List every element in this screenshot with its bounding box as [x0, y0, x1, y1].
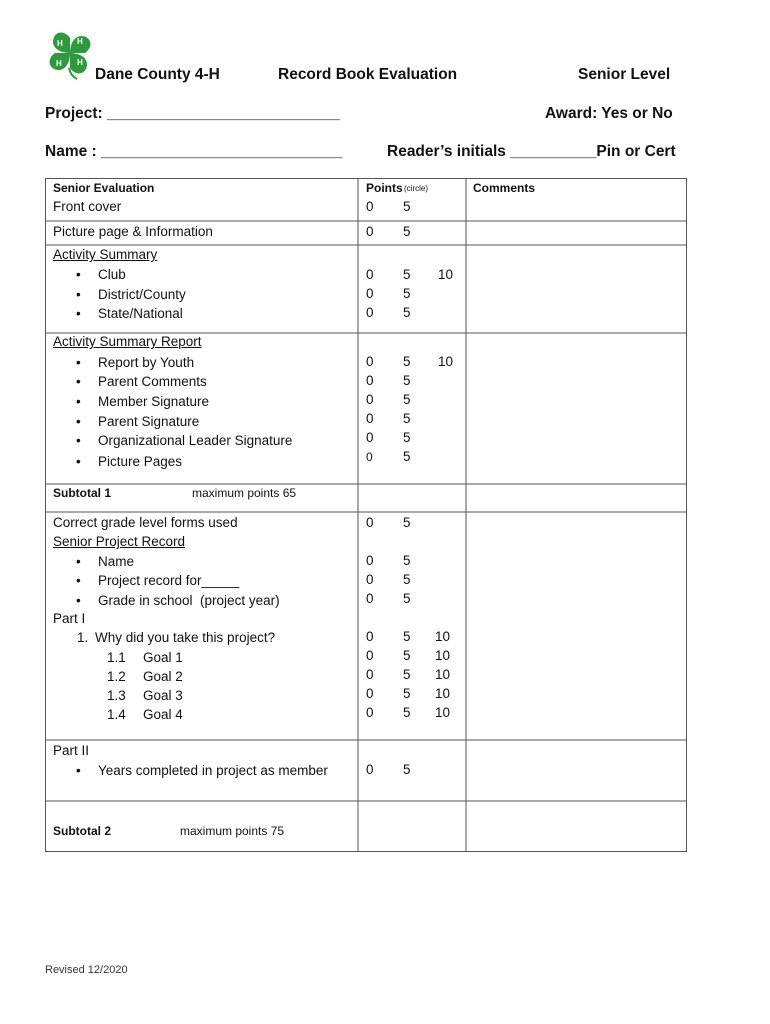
points-0[interactable]: 0: [366, 515, 374, 530]
goal-number: 1.1: [107, 650, 126, 665]
points-10[interactable]: 10: [435, 667, 451, 682]
report-item: • Report by Youth: [98, 355, 194, 370]
col-points-header: Points: [366, 181, 403, 195]
activity-report-heading: Activity Summary Report: [53, 334, 202, 349]
points-5[interactable]: 5: [403, 430, 411, 445]
goal-number: 1.2: [107, 669, 126, 684]
points-5[interactable]: 5: [403, 629, 411, 644]
points-10[interactable]: 10: [435, 705, 451, 720]
points-5[interactable]: 5: [403, 449, 411, 464]
points-0[interactable]: 0: [366, 286, 374, 301]
points-0[interactable]: 0: [366, 224, 374, 239]
question-number: 1.: [77, 630, 89, 645]
subtotal-1-max: maximum points 65: [192, 486, 297, 500]
points-0[interactable]: 0: [366, 629, 374, 644]
activity-item: • District/County: [98, 287, 186, 302]
revised-date: Revised 12/2020: [45, 964, 128, 976]
points-0[interactable]: 0: [366, 373, 374, 388]
goal-label: Goal 3: [143, 688, 183, 703]
front-cover-label: Front cover: [53, 199, 122, 214]
points-0[interactable]: 0: [366, 648, 374, 663]
points-5[interactable]: 5: [403, 286, 411, 301]
points-5[interactable]: 5: [403, 199, 411, 214]
points-0[interactable]: 0: [366, 305, 374, 320]
points-0[interactable]: 0: [366, 450, 373, 464]
points-0[interactable]: 0: [366, 762, 374, 777]
col-points-note: (circle): [404, 184, 428, 193]
points-5[interactable]: 5: [403, 411, 411, 426]
points-10[interactable]: 10: [438, 354, 454, 369]
project-field[interactable]: Project: ___________________________: [45, 105, 340, 122]
points-0[interactable]: 0: [366, 392, 374, 407]
points-0[interactable]: 0: [366, 667, 374, 682]
points-5[interactable]: 5: [403, 591, 411, 606]
points-5[interactable]: 5: [403, 224, 411, 239]
points-5[interactable]: 5: [403, 392, 411, 407]
points-5[interactable]: 5: [403, 267, 411, 282]
record-item: • Grade in school (project year): [98, 593, 280, 608]
points-0[interactable]: 0: [366, 354, 374, 369]
points-5[interactable]: 5: [403, 553, 411, 568]
svg-text:H: H: [77, 58, 83, 67]
svg-text:H: H: [57, 39, 63, 48]
col-comments-header: Comments: [473, 181, 536, 195]
points-10[interactable]: 10: [435, 629, 451, 644]
points-5[interactable]: 5: [403, 705, 411, 720]
points-0[interactable]: 0: [366, 686, 374, 701]
report-item: • Picture Pages: [98, 454, 182, 469]
name-field[interactable]: Name : ____________________________: [45, 143, 343, 160]
points-0[interactable]: 0: [366, 411, 374, 426]
points-5[interactable]: 5: [403, 686, 411, 701]
picture-page-label: Picture page & Information: [53, 224, 213, 239]
points-10[interactable]: 10: [435, 686, 451, 701]
goal-label: Goal 1: [143, 650, 183, 665]
points-5[interactable]: 5: [403, 515, 411, 530]
svg-text:H: H: [56, 59, 62, 68]
record-item: • Project record for_____: [98, 573, 239, 588]
points-0[interactable]: 0: [366, 553, 374, 568]
goal-label: Goal 2: [143, 669, 183, 684]
points-10[interactable]: 10: [435, 648, 451, 663]
points-5[interactable]: 5: [403, 572, 411, 587]
points-5[interactable]: 5: [403, 373, 411, 388]
report-item: • Organizational Leader Signature: [98, 433, 292, 448]
points-10[interactable]: 10: [438, 267, 454, 282]
record-item: • Name: [98, 554, 134, 569]
award-field[interactable]: Award: Yes or No: [545, 105, 673, 122]
subtotal-1-label: Subtotal 1: [53, 486, 112, 500]
points-5[interactable]: 5: [403, 667, 411, 682]
points-0[interactable]: 0: [366, 572, 374, 587]
points-0[interactable]: 0: [366, 705, 374, 720]
subtotal-2-max: maximum points 75: [180, 824, 285, 838]
org-name: Dane County 4-H: [95, 66, 220, 83]
goal-number: 1.4: [107, 707, 126, 722]
points-5[interactable]: 5: [403, 305, 411, 320]
goal-label: Goal 4: [143, 707, 183, 722]
senior-record-heading: Senior Project Record: [53, 534, 186, 549]
form-title: Record Book Evaluation: [278, 66, 458, 83]
points-5[interactable]: 5: [403, 354, 411, 369]
points-5[interactable]: 5: [403, 648, 411, 663]
activity-item: • Club: [98, 267, 126, 282]
goal-number: 1.3: [107, 688, 126, 703]
svg-text:H: H: [77, 37, 83, 46]
part-2-heading: Part II: [53, 743, 90, 758]
correct-grade-label: Correct grade level forms used: [53, 515, 238, 530]
report-item: • Parent Signature: [98, 414, 199, 429]
points-5[interactable]: 5: [403, 762, 411, 777]
part-1-heading: Part I: [53, 611, 86, 626]
level-label: Senior Level: [578, 66, 671, 83]
points-0[interactable]: 0: [366, 591, 374, 606]
report-item: • Parent Comments: [98, 374, 207, 389]
col-senior-evaluation-header: Senior Evaluation: [53, 181, 155, 195]
activity-item: • State/National: [98, 306, 183, 321]
why-question: Why did you take this project?: [95, 630, 276, 645]
points-0[interactable]: 0: [366, 199, 374, 214]
report-item: • Member Signature: [98, 394, 209, 409]
points-0[interactable]: 0: [366, 267, 374, 282]
years-item: • Years completed in project as member: [98, 763, 328, 778]
4h-clover-logo: [44, 28, 96, 80]
points-0[interactable]: 0: [366, 430, 374, 445]
subtotal-2-label: Subtotal 2: [53, 824, 112, 838]
reader-initials-field[interactable]: Reader’s initials __________Pin or Cert: [387, 143, 676, 160]
activity-summary-heading: Activity Summary: [53, 247, 158, 262]
